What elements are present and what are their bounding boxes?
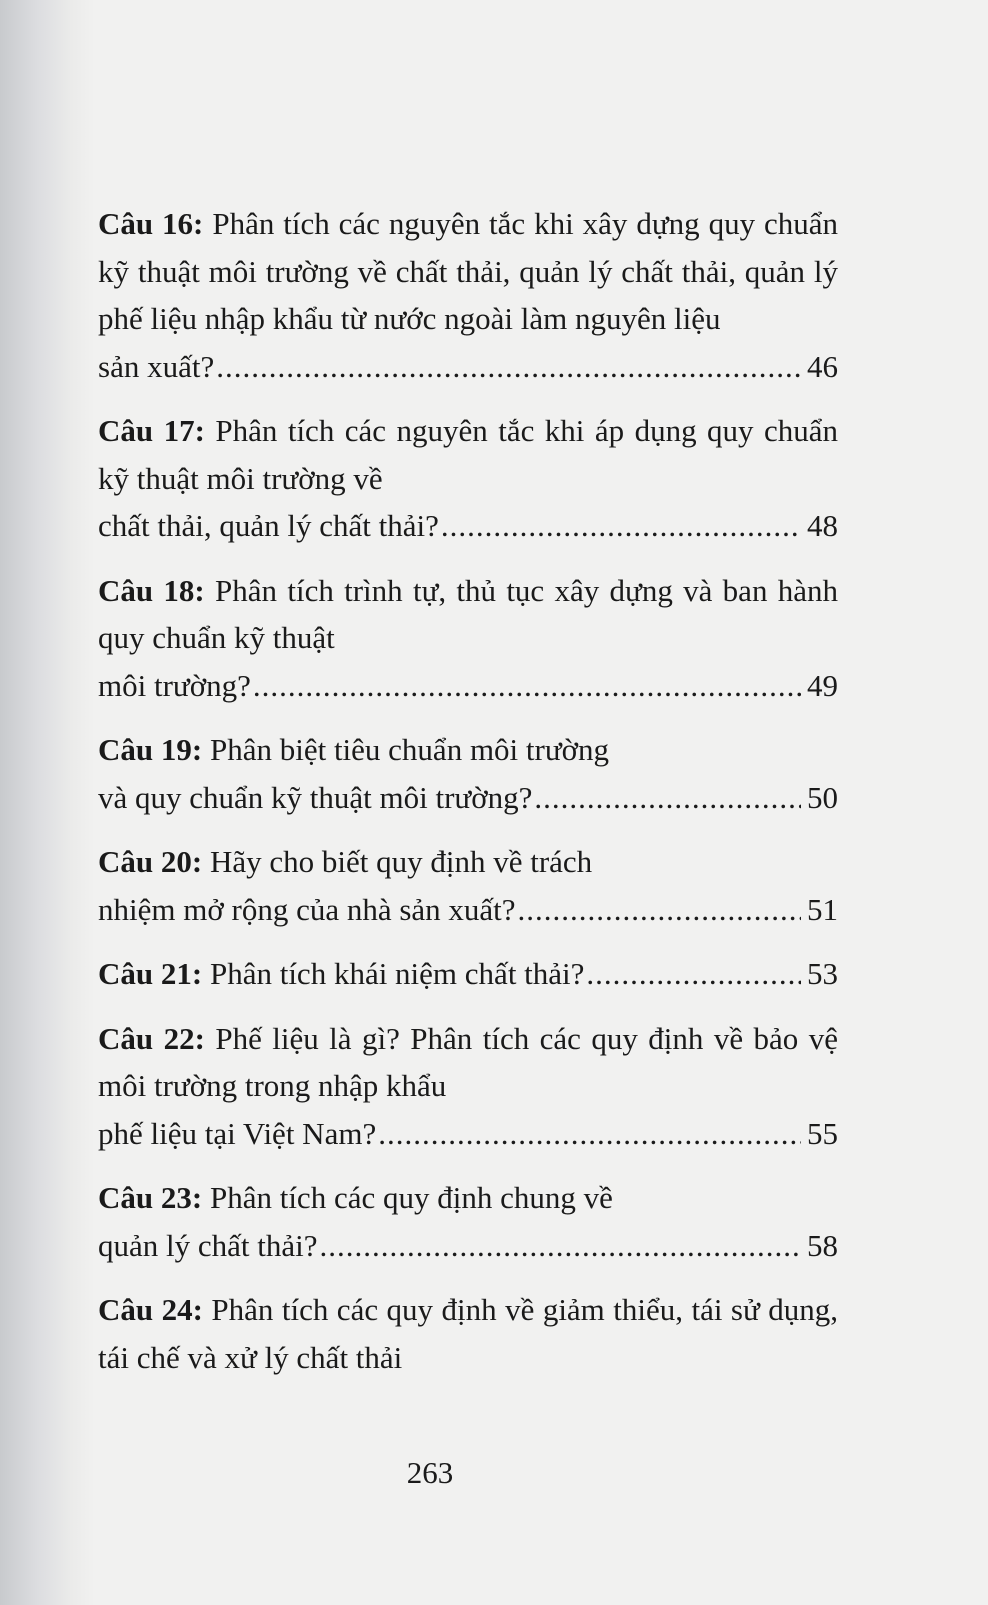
question-text-end: nhiệm mở rộng của nhà sản xuất?	[98, 891, 516, 927]
question-label: Câu 17:	[98, 413, 205, 448]
toc-entry	[98, 567, 838, 710]
toc-page-number: 58	[807, 1227, 838, 1263]
question-text-end: chất thải, quản lý chất thải?	[98, 508, 439, 543]
question-text-end: và quy chuẩn kỹ thuật môi trường?	[98, 779, 533, 815]
dot-leader	[534, 774, 801, 822]
toc-entry	[98, 1174, 838, 1269]
toc-entry-lead	[98, 1015, 838, 1110]
toc-page-number: 55	[807, 1115, 838, 1151]
question-label: Câu 24:	[98, 1292, 203, 1327]
toc-entry	[98, 407, 838, 550]
question-text-end: Phân tích khái niệm chất thải?	[209, 956, 585, 991]
toc-page-number: 46	[807, 348, 838, 384]
question-text-end: sản xuất?	[98, 348, 215, 384]
question-text-end: môi trường?	[98, 667, 251, 703]
toc-entry-leader-line	[98, 950, 838, 998]
toc-entry	[98, 838, 838, 933]
dot-leader	[441, 502, 801, 550]
question-text-end: quản lý chất thải?	[98, 1227, 318, 1263]
question-text: Phân biệt tiêu chuẩn môi trường	[209, 732, 610, 767]
question-text: Hãy cho biết quy định về trách	[209, 844, 593, 879]
question-label: Câu 21:	[98, 956, 203, 991]
question-label: Câu 20:	[98, 844, 203, 879]
toc-entry	[98, 950, 838, 998]
dot-leader	[216, 343, 801, 391]
page-number: 263	[406, 1455, 454, 1490]
question-label: Câu 16:	[98, 206, 204, 241]
toc-page-number: 51	[807, 891, 838, 927]
toc-entry-lead	[98, 1286, 838, 1381]
dot-leader	[518, 886, 801, 934]
toc-entry-lead	[98, 200, 838, 343]
question-text: Phân tích các nguyên tắc khi xây dựng quy chuẩn kỹ thuật môi trường về chất thải, quản lý chất thải, quản lý phế liệu nhập khẩu từ nước ngoài làm nguyên liệu	[98, 206, 839, 336]
toc-entry-lead	[98, 407, 838, 502]
toc-entry-leader-line	[98, 1222, 838, 1270]
question-label: Câu 18:	[98, 572, 205, 608]
toc-page-number: 49	[807, 667, 838, 703]
toc-entry-lead	[98, 567, 838, 662]
question-label: Câu 22:	[98, 1020, 205, 1056]
dot-leader	[253, 662, 801, 710]
toc-page-number: 50	[807, 779, 838, 815]
question-text-end: phế liệu tại Việt Nam?	[98, 1115, 377, 1151]
toc-entry-leader-line	[98, 774, 838, 822]
toc-page-number: 48	[807, 508, 838, 543]
toc-entry	[98, 1286, 838, 1381]
question-text: Phế liệu là gì? Phân tích các quy định về bảo vệ môi trường trong nhập khẩu	[98, 1020, 838, 1103]
question-text: Phân tích trình tự, thủ tục xây dựng và ban hành quy chuẩn kỹ thuật	[98, 572, 838, 655]
toc-entry-leader-line	[98, 502, 838, 550]
toc-entry-leader-line	[98, 1110, 838, 1158]
question-text: Phân tích các nguyên tắc khi áp dụng quy chuẩn kỹ thuật môi trường về	[98, 413, 839, 496]
question-text: Phân tích các quy định về giảm thiểu, tái sử dụng, tái chế và xử lý chất thải	[98, 1292, 838, 1375]
table-of-contents	[98, 200, 838, 1398]
toc-entry-lead	[98, 1174, 838, 1222]
toc-page-number: 53	[807, 956, 838, 991]
toc-entry	[98, 1015, 838, 1158]
toc-entry	[98, 726, 838, 821]
toc-entry-lead	[98, 838, 838, 886]
toc-entry-leader-line	[98, 886, 838, 934]
question-label: Câu 19:	[98, 732, 203, 767]
toc-entry-leader-line	[98, 343, 838, 391]
question-text: Phân tích các quy định chung về	[209, 1180, 613, 1215]
toc-entry	[98, 200, 838, 390]
question-label: Câu 23:	[98, 1180, 203, 1215]
toc-entry-lead	[98, 726, 838, 774]
dot-leader	[586, 950, 801, 998]
dot-leader	[378, 1110, 801, 1158]
toc-entry-leader-line	[98, 662, 838, 710]
dot-leader	[320, 1222, 802, 1270]
